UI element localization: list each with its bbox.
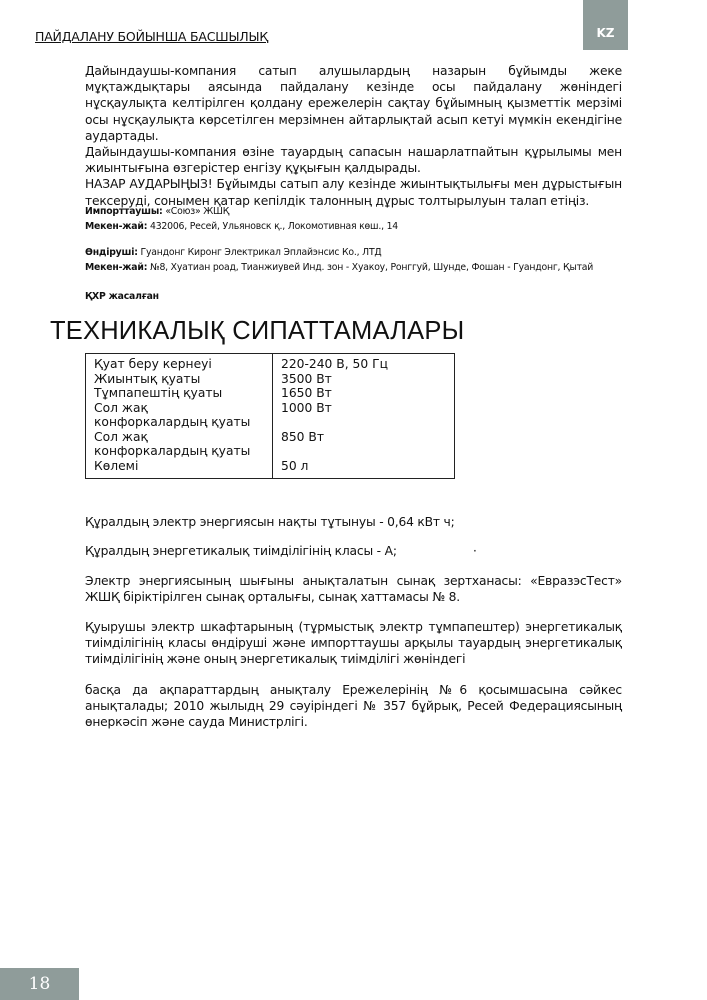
intro-paragraph: Дайындаушы-компания сатып алушылардың назарын бұйымды жеке мұқтаждықтары аясында пайдалану кезінде осы пайдалану жөніндегі нұсқаулықта келтірілген қолдану ережелерін сақтау бұйымның қызметтік мерзімі осы нұсқаулықта көрсетілген мерзімнен айтарлықтай асып кетуі мүмкін екендігіне аудартады. xyxy=(85,64,622,143)
importer-info xyxy=(85,204,398,234)
spec-name: Жиынтық қуаты xyxy=(94,371,201,386)
spec-name: Тұмпапештің қуаты xyxy=(94,386,223,400)
specs-values xyxy=(273,354,455,479)
spec-value: 3500 Вт xyxy=(281,371,332,386)
efficiency-rules-text: Қуырушы электр шкафтарының (тұрмыстық электр тұмпапештер) энергетикалық тиімділігінің класы өндіруші және импорттаушы арқылы тауардың энергетикалық тиімділігінің және оның энергетикалық тиімділігі жөніндегі xyxy=(85,620,622,666)
language-tab: KZ xyxy=(583,0,628,50)
spec-value: 1650 Вт xyxy=(281,386,332,400)
regulation-text: басқа да ақпараттардың анықталу Ережелерінің №6 қосымшасына сәйкес анықталады; 2010 жылыдң 29 сәуіріндегі № 357 бұйрық, Ресей Федерациясының өнеркәсіп және сауда Министрлігі. xyxy=(85,683,622,729)
laboratory-text: Электр энергиясының шығыны анықталатын сынақ зертханасы: «ЕвразэсТест» ЖШҚ біріктірілген сынақ орталығы, сынақ хаттамасы № 8. xyxy=(85,574,622,604)
running-header: ПАЙДАЛАНУ БОЙЫНША БАСШЫЛЫҚ xyxy=(35,29,268,44)
importer-address-label: Мекен-жай: xyxy=(85,221,148,232)
spec-value: 220-240 В, 50 Гц xyxy=(281,357,388,371)
importer-value: «Союз» ЖШҚ xyxy=(162,206,230,217)
consumption-text: Құралдың электр энергиясын нақты тұтынуы - 0,64 кВт ч; xyxy=(85,515,455,529)
spec-name: Сол жақ конфоркалардың қуаты xyxy=(94,400,251,429)
page-number: 18 xyxy=(0,968,79,1000)
efficiency-class-text: Құралдың энергетикалық тиімділігінің класы - А; xyxy=(85,544,397,558)
spec-value: 1000 Вт xyxy=(281,400,332,415)
spec-name: Көлемі xyxy=(94,458,139,473)
producer-address: №8, Хуатиан роад, Тианжиувей Инд. зон - Хуакоу, Ронггуй, Шунде, Фошан - Гуандонг, Қытай xyxy=(147,262,594,273)
spec-name: Сол жақ конфоркалардың қуаты xyxy=(94,429,251,458)
intro-paragraph: Дайындаушы-компания өзіне тауардың сапасын нашарлатпайтын құрылымы мен жиынтығына өзгерістер енгізу құқығын қалдырады. xyxy=(85,145,622,176)
importer-address: 432006, Ресей, Ульяновск қ., Локомотивная көш., 14 xyxy=(147,221,399,232)
specs-names xyxy=(86,354,273,479)
made-in: ҚХР жасалған xyxy=(85,291,159,302)
stray-mark: · xyxy=(473,544,477,558)
spec-name: Қуат беру кернеуі xyxy=(94,357,212,371)
producer-info xyxy=(85,245,593,275)
spec-value: 850 Вт xyxy=(281,429,324,444)
producer-label: Өндіруші: xyxy=(85,247,138,258)
producer-value: Гуандонг Киронг Электрикал Эплайэнсис Ко., ЛТД xyxy=(137,247,382,258)
specs-table xyxy=(85,353,455,479)
intro-paragraph: НАЗАР АУДАРЫҢЫЗ! Бұйымды сатып алу кезінде жиынтықтылығы мен дұрыстығын тексеруді, сонымен қатар кепілдік талонның дұрыс толтырылуын талап етіңіз. xyxy=(85,177,622,208)
producer-address-label: Мекен-жай: xyxy=(85,262,148,273)
importer-label: Импорттаушы: xyxy=(85,206,163,217)
intro-text xyxy=(85,63,622,209)
section-title: ТЕХНИКАЛЫҚ СИПАТТАМАЛАРЫ xyxy=(50,317,465,345)
spec-value: 50 л xyxy=(281,458,309,473)
